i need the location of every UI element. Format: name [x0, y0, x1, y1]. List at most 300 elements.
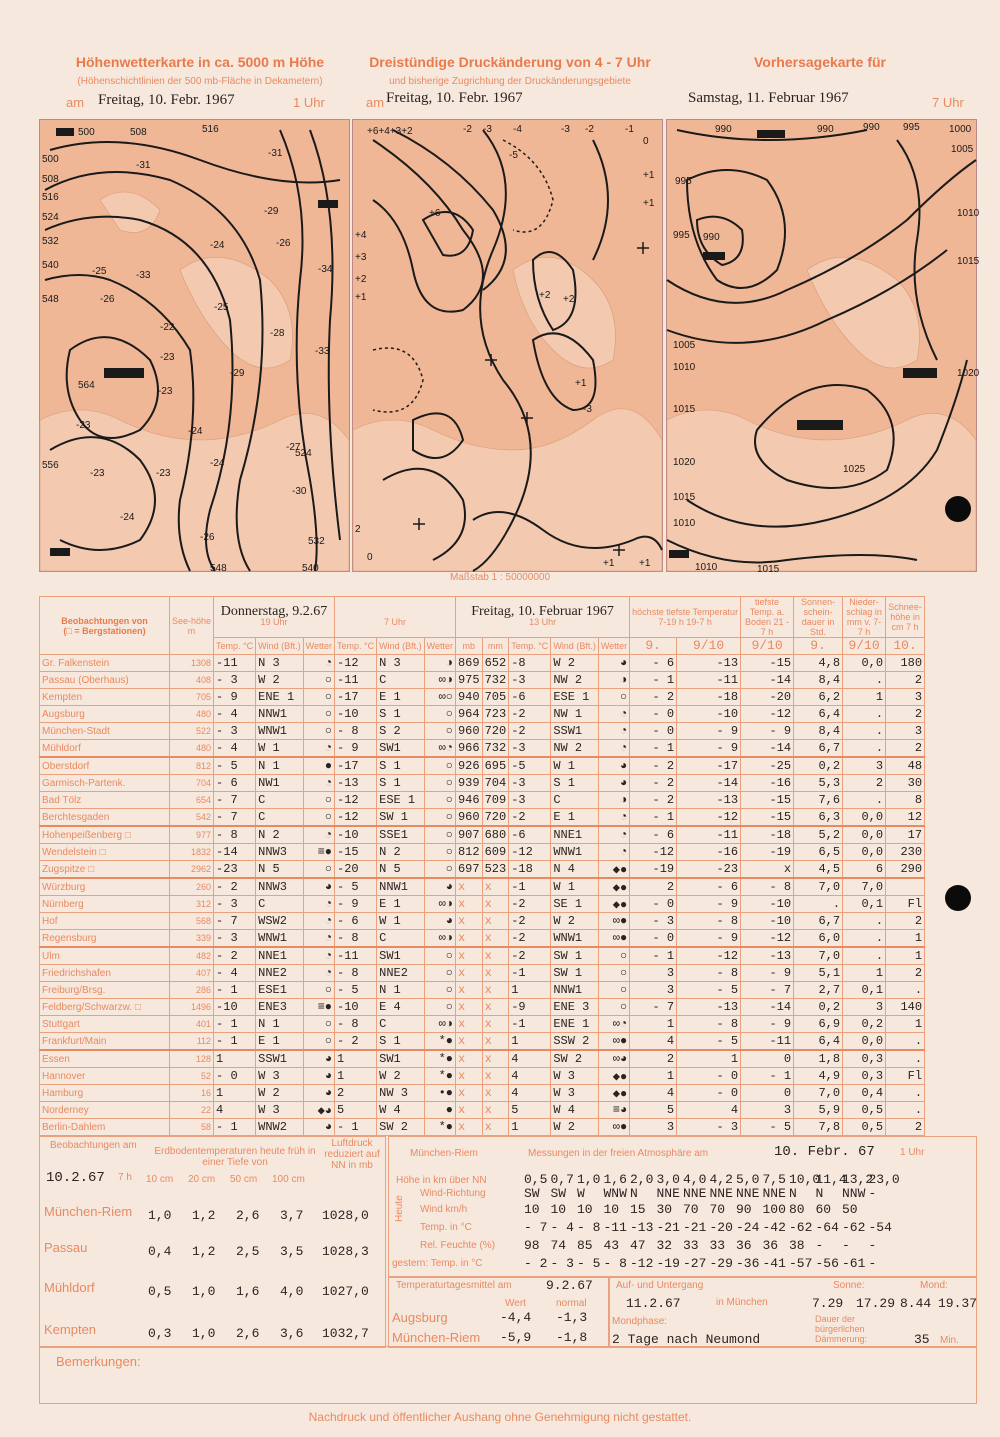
upper-air-value: NNE — [762, 1186, 786, 1201]
obs-bo: 0 — [741, 1050, 794, 1068]
svg-text:516: 516 — [42, 192, 59, 203]
obs-t3: -18 — [509, 861, 551, 879]
obs-mb: 960 — [455, 809, 482, 827]
obs-so: 5,1 — [794, 965, 843, 982]
obs-t3: -3 — [509, 775, 551, 792]
obs-w2: NW 3 — [377, 1085, 425, 1102]
soil-temp-value: 1,0 — [192, 1326, 216, 1341]
upper-air-height: 1,0 — [577, 1172, 601, 1187]
obs-t3: -1 — [509, 965, 551, 982]
obs-ni: 0,1 — [843, 982, 886, 999]
obs-hi: -19 — [630, 861, 677, 879]
obs-sc: 3 — [886, 723, 925, 740]
station-height: 401 — [170, 1016, 214, 1033]
soil-temp-value: 2,6 — [236, 1208, 260, 1223]
upper-air-value: - — [815, 1238, 824, 1253]
station-row — [40, 757, 925, 775]
station-height: 1496 — [170, 999, 214, 1016]
station-name: Zugspitze □ — [40, 861, 170, 879]
obs-bo: 3 — [741, 1102, 794, 1119]
station-row — [40, 1119, 925, 1136]
obs-mb: x — [455, 999, 482, 1016]
svg-text:-23: -23 — [156, 468, 171, 479]
day1-header — [214, 597, 335, 638]
upper-air-station: München-Riem — [410, 1148, 478, 1159]
upper-air-value: -21 — [656, 1220, 680, 1235]
day1-time: 19 Uhr — [260, 617, 288, 627]
upper-air-value: 15 — [630, 1202, 646, 1217]
obs-mb: 960 — [455, 723, 482, 740]
obs-t3: -6 — [509, 689, 551, 706]
obs-hi: 3 — [630, 1119, 677, 1136]
obs-mb: x — [455, 1033, 482, 1051]
obs-hi: - 6 — [630, 826, 677, 844]
svg-text:1010: 1010 — [957, 208, 980, 219]
sun-date: 11.2.67 — [626, 1296, 681, 1311]
station-height: 52 — [170, 1068, 214, 1085]
obs-x2: ◑ — [424, 655, 455, 672]
upper-air-value: -12 — [630, 1256, 654, 1271]
obs-x1: ○ — [303, 706, 334, 723]
obs-lo: -13 — [677, 999, 741, 1016]
sun-mond-label: Mond: — [920, 1280, 948, 1291]
obs-so: 6,7 — [794, 913, 843, 930]
obs-hi: - 7 — [630, 999, 677, 1016]
svg-text:1025: 1025 — [843, 464, 866, 475]
station-name: Nürnberg — [40, 896, 170, 913]
station-name: Hamburg — [40, 1085, 170, 1102]
obs-so: 6,4 — [794, 1033, 843, 1051]
obs-w1: W 2 — [256, 1085, 304, 1102]
upper-air-row-label: Rel. Feuchte (%) — [420, 1240, 496, 1251]
obs-w3: WNW1 — [551, 844, 599, 861]
obs-t2: -17 — [335, 757, 377, 775]
tmean-label: Temperaturtagesmittel am — [396, 1280, 512, 1291]
obs-ni: . — [843, 706, 886, 723]
moon-phase: 2 Tage nach Neumond — [612, 1332, 761, 1347]
moon-set: 19.37 — [938, 1296, 978, 1311]
obs-x1: ○ — [303, 1016, 334, 1033]
obs-lo: -23 — [677, 861, 741, 879]
svg-text:995: 995 — [903, 122, 920, 133]
upper-air-value: W — [577, 1186, 585, 1201]
nieder-header: Nieder-schlag in mm v. 7-7 h — [843, 597, 886, 638]
obs-sc: 180 — [886, 655, 925, 672]
station-row — [40, 1085, 925, 1102]
upper-air-title: Messungen in der freien Atmosphäre am — [528, 1148, 709, 1159]
obs-w2: E 1 — [377, 896, 425, 913]
station-name: Passau (Oberhaus) — [40, 672, 170, 689]
svg-text:995: 995 — [673, 230, 690, 241]
temp2-header: Temp. °C — [335, 638, 377, 655]
soil-temp-value: 1,0 — [148, 1208, 172, 1223]
day2-morning-header — [335, 597, 456, 638]
obs-mm: 609 — [482, 844, 509, 861]
obs-sc: Fl — [886, 1068, 925, 1085]
upper-air-height: 0,5 — [524, 1172, 548, 1187]
obs-x2: ○ — [424, 723, 455, 740]
soil-depth-header: Erdbodentemperaturen heute früh in einer Tiefe von — [154, 1146, 316, 1168]
upper-air-value: SW — [550, 1186, 567, 1201]
svg-text:0: 0 — [367, 552, 373, 563]
obs-x3: ∞● — [598, 913, 629, 930]
obs-t2: -12 — [335, 792, 377, 809]
svg-text:-1: -1 — [625, 124, 634, 135]
obs-t1: -23 — [214, 861, 256, 879]
obs-x3: ○ — [598, 689, 629, 706]
upper-air-height: 2,0 — [630, 1172, 654, 1187]
upper-air-value: -36 — [736, 1256, 760, 1271]
soil-station-name: Kempten — [44, 1322, 97, 1337]
soil-temp-value: 0,5 — [148, 1284, 172, 1299]
obs-w3: WNW1 — [551, 930, 599, 948]
soil-pressure-value: 1027,0 — [322, 1284, 369, 1299]
obs-mm: x — [482, 982, 509, 999]
upper-air-value: - 3 — [550, 1256, 574, 1271]
obs-x1: ◕ — [303, 878, 334, 896]
station-row — [40, 878, 925, 896]
upper-air-value: NNE — [736, 1186, 760, 1201]
tmean-normal-header: normal — [556, 1298, 587, 1309]
obs-w3: NNE1 — [551, 826, 599, 844]
sun-label: Auf- und Untergang — [616, 1280, 704, 1291]
station-name: Gr. Falkenstein — [40, 655, 170, 672]
upper-air-value: -64 — [815, 1220, 839, 1235]
obs-x1: ◔ — [303, 740, 334, 758]
obs-sc: . — [886, 982, 925, 999]
obs-sc — [886, 878, 925, 896]
soil-depth-label: 100 cm — [272, 1174, 305, 1185]
obs-sc: 1 — [886, 1016, 925, 1033]
obs-so: 1,8 — [794, 1050, 843, 1068]
svg-text:-26: -26 — [276, 238, 291, 249]
obs-hi: 3 — [630, 982, 677, 999]
obs-mm: 704 — [482, 775, 509, 792]
obs-t3: -2 — [509, 913, 551, 930]
station-height: 1832 — [170, 844, 214, 861]
station-row — [40, 1016, 925, 1033]
obs-so: 6,5 — [794, 844, 843, 861]
obs-x2: ○ — [424, 861, 455, 879]
obs-bo: -15 — [741, 792, 794, 809]
sun-rise: 7.29 — [812, 1296, 844, 1311]
station-height: 339 — [170, 930, 214, 948]
soil-station-name: Passau — [44, 1240, 88, 1255]
obs-sc: 1 — [886, 930, 925, 948]
obs-lo: 4 — [677, 1102, 741, 1119]
obs-w2: E 4 — [377, 999, 425, 1016]
obs-x3: ◔ — [598, 723, 629, 740]
svg-text:-23: -23 — [76, 420, 91, 431]
station-row — [40, 896, 925, 913]
obs-mb: x — [455, 1119, 482, 1136]
obs-x1: ◔ — [303, 930, 334, 948]
obs-t2: -12 — [335, 809, 377, 827]
obs-ni: 6 — [843, 861, 886, 879]
obs-w3: W 3 — [551, 1068, 599, 1085]
obs-mm: 709 — [482, 792, 509, 809]
obs-x1: ○ — [303, 861, 334, 879]
obs-t3: -2 — [509, 947, 551, 965]
svg-text:1005: 1005 — [673, 340, 696, 351]
upper-air-row-label: gestern: Temp. in °C — [392, 1258, 483, 1269]
pressure-change-map — [352, 119, 663, 572]
obs-mm: x — [482, 965, 509, 982]
upper-air-map-title: Höhenwetterkarte in ca. 5000 m Höhe — [75, 54, 325, 70]
upper-air-map-drawing — [40, 120, 349, 574]
obs-bo: -15 — [741, 655, 794, 672]
svg-text:1020: 1020 — [957, 368, 980, 379]
upper-air-value: -56 — [815, 1256, 839, 1271]
obs-t2: 5 — [335, 1102, 377, 1119]
obs-w3: NW 1 — [551, 706, 599, 723]
obs-hi: - 2 — [630, 775, 677, 792]
obs-x2: ○ — [424, 706, 455, 723]
tmean-normal: -1,3 — [556, 1310, 588, 1325]
obs-bo: -16 — [741, 775, 794, 792]
obs-hi: - 0 — [630, 896, 677, 913]
soil-depth-label: 20 cm — [188, 1174, 216, 1185]
svg-text:-24: -24 — [210, 458, 225, 469]
obs-ni: . — [843, 672, 886, 689]
obs-w2: N 3 — [377, 655, 425, 672]
obs-mm: x — [482, 999, 509, 1016]
svg-text:990: 990 — [863, 122, 880, 133]
obs-w1: C — [256, 792, 304, 809]
obs-x1: ○ — [303, 723, 334, 740]
obs-t2: -10 — [335, 999, 377, 1016]
obs-w1: C — [256, 809, 304, 827]
tmean-station: München-Riem — [392, 1330, 481, 1345]
obs-hi: 1 — [630, 1016, 677, 1033]
pressure-change-map-title: Dreistündige Druckänderung von 4 - 7 Uhr — [369, 54, 651, 70]
station-height: 812 — [170, 757, 214, 775]
wetter1-header: Wetter — [303, 638, 334, 655]
obs-mm: 652 — [482, 655, 509, 672]
obs-sc: 2 — [886, 965, 925, 982]
obs-so: . — [794, 896, 843, 913]
obs-x2: ◕ — [424, 913, 455, 930]
obs-w3: W 2 — [551, 913, 599, 930]
upper-air-value: 38 — [789, 1238, 805, 1253]
obs-sc: 48 — [886, 757, 925, 775]
wind2-header: Wind (Bft.) — [377, 638, 425, 655]
svg-text:-23: -23 — [90, 468, 105, 479]
hoechst-header — [630, 597, 741, 638]
remarks-box — [39, 1346, 977, 1404]
tmean-wert-header: Wert — [505, 1298, 526, 1309]
obs-ni: . — [843, 792, 886, 809]
pressure-change-date: Freitag, 10. Febr. 1967 — [386, 90, 523, 106]
station-row — [40, 1033, 925, 1051]
obs-so: 6,3 — [794, 809, 843, 827]
obs-x3: ◔ — [598, 844, 629, 861]
upper-air-height: 23,0 — [868, 1172, 900, 1187]
obs-bo: -11 — [741, 1033, 794, 1051]
obs-ni: 0,5 — [843, 1102, 886, 1119]
upper-air-value: 10 — [550, 1202, 567, 1217]
svg-text:+1: +1 — [603, 558, 615, 569]
obs-t3: -2 — [509, 896, 551, 913]
upper-air-height-label: Höhe in km über NN — [396, 1175, 487, 1186]
station-name: Friedrichshafen — [40, 965, 170, 982]
obs-t2: - 8 — [335, 965, 377, 982]
pressure-change-map-drawing — [353, 120, 662, 571]
obs-mm: x — [482, 930, 509, 948]
obs-lo: - 5 — [677, 982, 741, 999]
obs-t3: 1 — [509, 1119, 551, 1136]
station-row — [40, 861, 925, 879]
station-height: 568 — [170, 913, 214, 930]
station-name: Garmisch-Partenk. — [40, 775, 170, 792]
height-header-unit: m — [187, 625, 196, 636]
obs-w1: WNW1 — [256, 930, 304, 948]
obs-w2: N 2 — [377, 844, 425, 861]
obs-w1: NNW3 — [256, 878, 304, 896]
soil-pressure-value: 1028,0 — [322, 1208, 369, 1223]
obs-bo: -10 — [741, 896, 794, 913]
obs-x1: ○ — [303, 672, 334, 689]
obs-mb: x — [455, 947, 482, 965]
obs-w2: NNW1 — [377, 878, 425, 896]
obs-w3: S 1 — [551, 775, 599, 792]
upper-air-height: 13,2 — [842, 1172, 874, 1187]
soil-temp-value: 1,0 — [192, 1284, 216, 1299]
obs-bo: -19 — [741, 844, 794, 861]
svg-text:-3: -3 — [583, 404, 592, 415]
station-name: Kempten — [40, 689, 170, 706]
obs-x2: *● — [424, 1050, 455, 1068]
obs-mm: 732 — [482, 672, 509, 689]
obs-t3: -12 — [509, 844, 551, 861]
obs-w1: WNW2 — [256, 1119, 304, 1136]
observations-body — [40, 655, 925, 1136]
obs-hi: - 0 — [630, 706, 677, 723]
obs-hi: - 1 — [630, 740, 677, 758]
station-height: 128 — [170, 1050, 214, 1068]
obs-t3: 4 — [509, 1068, 551, 1085]
obs-ni: 0,0 — [843, 809, 886, 827]
obs-t3: 4 — [509, 1085, 551, 1102]
station-name: Freiburg/Brsg. — [40, 982, 170, 999]
remarks-label: Bemerkungen: — [56, 1354, 141, 1369]
obs-mb: 812 — [455, 844, 482, 861]
svg-text:556: 556 — [42, 460, 59, 471]
upper-air-height: 7,5 — [762, 1172, 786, 1187]
obs-w2: SW 1 — [377, 809, 425, 827]
obs-t1: -14 — [214, 844, 256, 861]
obs-mb: 869 — [455, 655, 482, 672]
obs-t1: - 9 — [214, 689, 256, 706]
upper-air-value: -20 — [709, 1220, 733, 1235]
soil-temp-value: 2,5 — [236, 1244, 260, 1259]
obs-w3: NW 2 — [551, 740, 599, 758]
day2-date: Freitag, 10. Februar 1967 — [471, 604, 614, 619]
obs-w2: SW1 — [377, 1050, 425, 1068]
upper-air-value: NNW — [842, 1186, 866, 1201]
upper-air-value: N — [789, 1186, 797, 1201]
obs-t2: -17 — [335, 689, 377, 706]
obs-bo: -15 — [741, 809, 794, 827]
obs-hi: 2 — [630, 878, 677, 896]
station-row — [40, 1102, 925, 1119]
station-name: Berlin-Dahlem — [40, 1119, 170, 1136]
upper-air-value: 10 — [603, 1202, 620, 1217]
obs-lo: - 8 — [677, 1016, 741, 1033]
obs-t3: 1 — [509, 982, 551, 999]
station-height: 112 — [170, 1033, 214, 1051]
svg-text:540: 540 — [302, 563, 319, 574]
obs-ni: . — [843, 913, 886, 930]
obs-mm: x — [482, 1085, 509, 1102]
obs-t1: - 6 — [214, 775, 256, 792]
obs-t2: -20 — [335, 861, 377, 879]
obs-ni: 0,2 — [843, 1016, 886, 1033]
obs-mb: x — [455, 896, 482, 913]
obs-ni: 0,0 — [843, 826, 886, 844]
obs-x1: ◔ — [303, 947, 334, 965]
obs-lo: -14 — [677, 775, 741, 792]
date-tiefst: 9/10 — [677, 638, 741, 655]
day2-header — [455, 597, 629, 638]
obs-hi: -12 — [630, 844, 677, 861]
obs-mm: x — [482, 896, 509, 913]
obs-x1: ◕ — [303, 1068, 334, 1085]
svg-text:524: 524 — [295, 448, 312, 459]
obs-ni: 0,5 — [843, 1119, 886, 1136]
upper-air-value: 80 — [789, 1202, 805, 1217]
obs-hi: 2 — [630, 1050, 677, 1068]
upper-air-value: 50 — [842, 1202, 858, 1217]
station-row — [40, 672, 925, 689]
forecast-map-drawing — [667, 120, 980, 575]
upper-air-value: 43 — [603, 1238, 620, 1253]
upper-air-value: 47 — [630, 1238, 646, 1253]
station-height: 480 — [170, 706, 214, 723]
height-header — [170, 597, 214, 655]
station-row — [40, 844, 925, 861]
obs-t2: - 6 — [335, 913, 377, 930]
obs-t2: - 9 — [335, 896, 377, 913]
obs-t2: -15 — [335, 844, 377, 861]
svg-text:-34: -34 — [318, 264, 333, 275]
obs-t2: 1 — [335, 1050, 377, 1068]
obs-x3: ≡◕ — [598, 1102, 629, 1119]
svg-text:-31: -31 — [268, 148, 283, 159]
obs-mb: 697 — [455, 861, 482, 879]
obs-x1: ◔ — [303, 775, 334, 792]
hoechst-times: 7-19 h 19-7 h — [658, 617, 712, 627]
obs-bo: - 7 — [741, 982, 794, 999]
obs-lo: - 8 — [677, 913, 741, 930]
obs-w2: W 4 — [377, 1102, 425, 1119]
svg-text:1000: 1000 — [949, 124, 972, 135]
obs-t2: -10 — [335, 826, 377, 844]
soil-pressure-header: Luftdruck reduziert auf NN in mb — [324, 1138, 380, 1171]
obs-lo: -13 — [677, 792, 741, 809]
obs-w1: NNE1 — [256, 947, 304, 965]
svg-text:-23: -23 — [160, 352, 175, 363]
soil-obs-title: Beobachtungen am — [50, 1140, 137, 1151]
obs-x3: ◑ — [598, 792, 629, 809]
obs-lo: -11 — [677, 672, 741, 689]
obs-w2: ESE 1 — [377, 792, 425, 809]
observations-table — [39, 596, 925, 1136]
obs-mm: 705 — [482, 689, 509, 706]
obs-t1: - 3 — [214, 930, 256, 948]
obs-x2: ○ — [424, 965, 455, 982]
obs-t3: -2 — [509, 723, 551, 740]
